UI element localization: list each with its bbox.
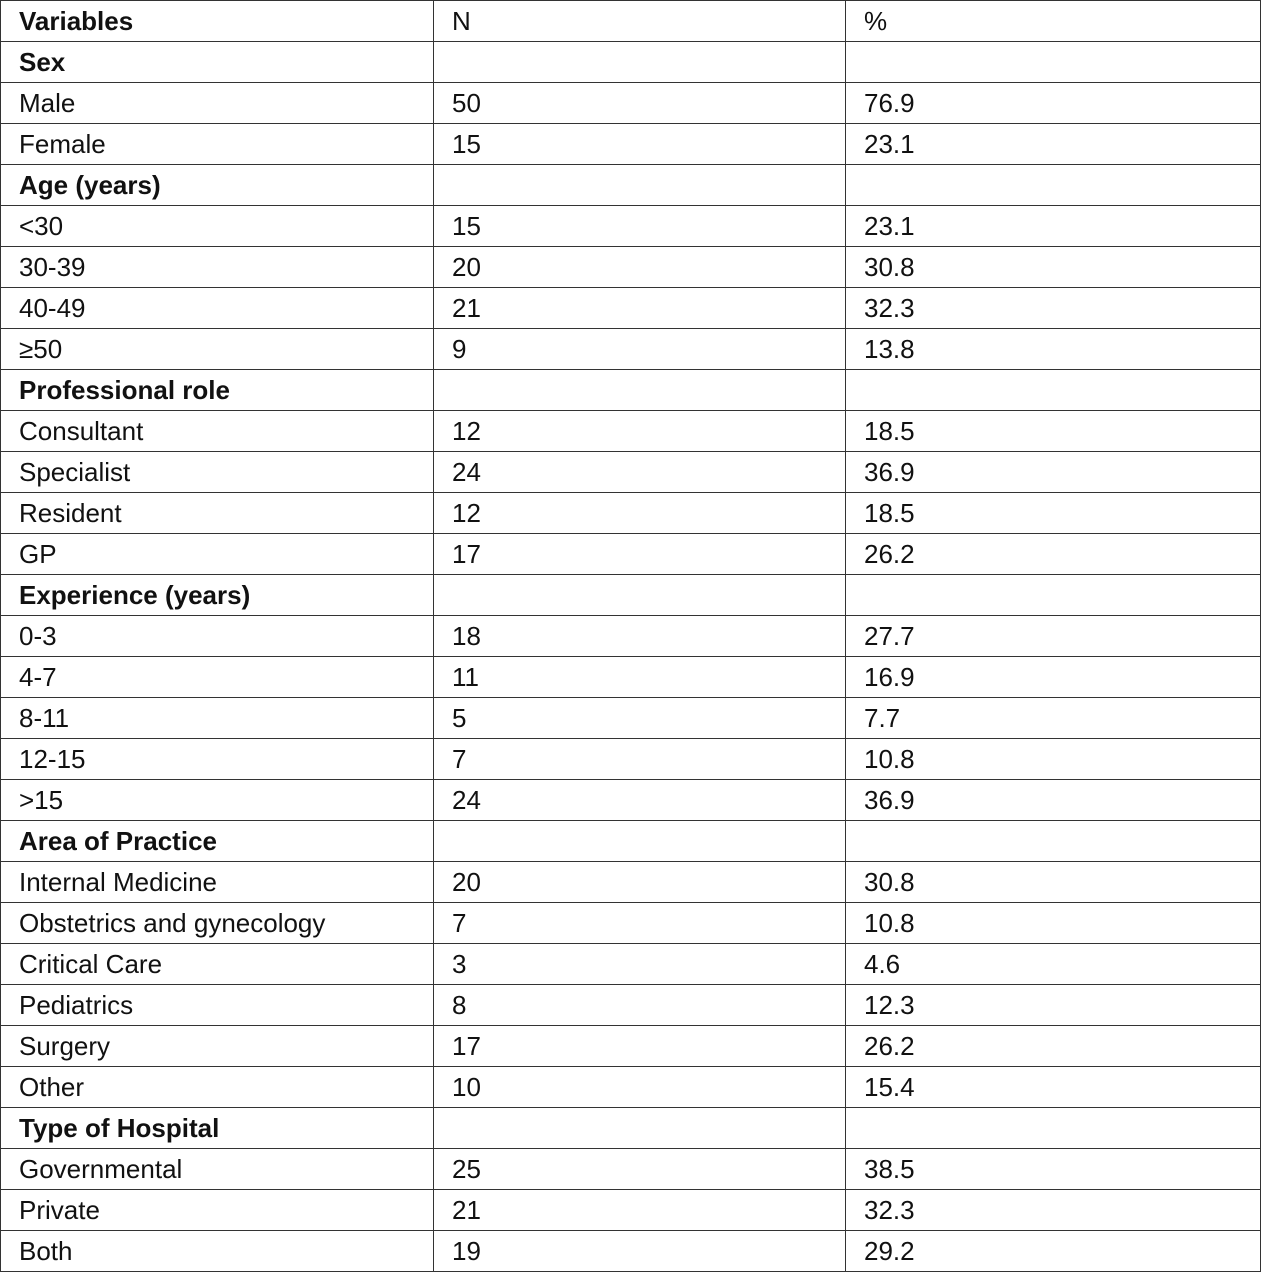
table-row bbox=[1, 452, 1261, 493]
cell-percent: 15.4 bbox=[846, 1067, 1261, 1108]
row-label: 4-7 bbox=[1, 657, 434, 698]
row-label: Private bbox=[1, 1190, 434, 1231]
cell-percent: 32.3 bbox=[846, 288, 1261, 329]
cell-percent bbox=[846, 165, 1261, 206]
section-label: Professional role bbox=[1, 370, 434, 411]
cell-percent: 38.5 bbox=[846, 1149, 1261, 1190]
cell-n: 18 bbox=[434, 616, 846, 657]
table-body bbox=[1, 42, 1261, 1272]
table-row bbox=[1, 1190, 1261, 1231]
row-label: <30 bbox=[1, 206, 434, 247]
cell-percent: 30.8 bbox=[846, 862, 1261, 903]
table-row bbox=[1, 862, 1261, 903]
table-row bbox=[1, 247, 1261, 288]
cell-percent: 29.2 bbox=[846, 1231, 1261, 1272]
cell-n bbox=[434, 370, 846, 411]
cell-percent: 76.9 bbox=[846, 83, 1261, 124]
table-row bbox=[1, 329, 1261, 370]
section-label: Type of Hospital bbox=[1, 1108, 434, 1149]
cell-percent: 12.3 bbox=[846, 985, 1261, 1026]
row-label: 30-39 bbox=[1, 247, 434, 288]
row-label: Obstetrics and gynecology bbox=[1, 903, 434, 944]
cell-percent: 7.7 bbox=[846, 698, 1261, 739]
cell-percent bbox=[846, 1108, 1261, 1149]
header-n: N bbox=[434, 1, 846, 42]
table-row bbox=[1, 739, 1261, 780]
row-label: 8-11 bbox=[1, 698, 434, 739]
cell-percent: 13.8 bbox=[846, 329, 1261, 370]
cell-n bbox=[434, 165, 846, 206]
section-row bbox=[1, 575, 1261, 616]
cell-percent bbox=[846, 821, 1261, 862]
cell-percent: 10.8 bbox=[846, 739, 1261, 780]
cell-n: 17 bbox=[434, 1026, 846, 1067]
table-row bbox=[1, 83, 1261, 124]
cell-n: 24 bbox=[434, 452, 846, 493]
row-label: 0-3 bbox=[1, 616, 434, 657]
cell-percent: 36.9 bbox=[846, 780, 1261, 821]
cell-n: 8 bbox=[434, 985, 846, 1026]
row-label: Both bbox=[1, 1231, 434, 1272]
row-label: Male bbox=[1, 83, 434, 124]
row-label: Female bbox=[1, 124, 434, 165]
section-label: Experience (years) bbox=[1, 575, 434, 616]
table-header-row bbox=[1, 1, 1261, 42]
row-label: Specialist bbox=[1, 452, 434, 493]
table-row bbox=[1, 124, 1261, 165]
section-row bbox=[1, 42, 1261, 83]
table-row bbox=[1, 411, 1261, 452]
cell-n: 17 bbox=[434, 534, 846, 575]
section-label: Area of Practice bbox=[1, 821, 434, 862]
row-label: 40-49 bbox=[1, 288, 434, 329]
cell-percent: 23.1 bbox=[846, 124, 1261, 165]
cell-n: 3 bbox=[434, 944, 846, 985]
cell-n bbox=[434, 821, 846, 862]
cell-n: 15 bbox=[434, 206, 846, 247]
cell-n bbox=[434, 42, 846, 83]
section-row bbox=[1, 821, 1261, 862]
table-row bbox=[1, 657, 1261, 698]
cell-n: 25 bbox=[434, 1149, 846, 1190]
row-label: Consultant bbox=[1, 411, 434, 452]
table-row bbox=[1, 616, 1261, 657]
section-row bbox=[1, 165, 1261, 206]
table-row bbox=[1, 1067, 1261, 1108]
row-label: Critical Care bbox=[1, 944, 434, 985]
cell-percent: 4.6 bbox=[846, 944, 1261, 985]
cell-n: 21 bbox=[434, 1190, 846, 1231]
cell-percent: 18.5 bbox=[846, 493, 1261, 534]
cell-percent bbox=[846, 42, 1261, 83]
cell-n: 19 bbox=[434, 1231, 846, 1272]
row-label: Resident bbox=[1, 493, 434, 534]
cell-n: 7 bbox=[434, 903, 846, 944]
cell-n: 10 bbox=[434, 1067, 846, 1108]
cell-n: 20 bbox=[434, 247, 846, 288]
cell-percent: 36.9 bbox=[846, 452, 1261, 493]
cell-percent bbox=[846, 575, 1261, 616]
cell-percent: 16.9 bbox=[846, 657, 1261, 698]
table-row bbox=[1, 903, 1261, 944]
table-row bbox=[1, 1231, 1261, 1272]
cell-percent: 23.1 bbox=[846, 206, 1261, 247]
cell-percent: 30.8 bbox=[846, 247, 1261, 288]
table-row bbox=[1, 780, 1261, 821]
cell-n: 7 bbox=[434, 739, 846, 780]
table-row bbox=[1, 534, 1261, 575]
cell-n: 12 bbox=[434, 493, 846, 534]
cell-n: 24 bbox=[434, 780, 846, 821]
header-variables: Variables bbox=[1, 1, 434, 42]
section-row bbox=[1, 1108, 1261, 1149]
section-label: Age (years) bbox=[1, 165, 434, 206]
cell-percent: 32.3 bbox=[846, 1190, 1261, 1231]
cell-n: 15 bbox=[434, 124, 846, 165]
cell-n: 50 bbox=[434, 83, 846, 124]
cell-percent: 26.2 bbox=[846, 1026, 1261, 1067]
cell-n: 12 bbox=[434, 411, 846, 452]
cell-percent bbox=[846, 370, 1261, 411]
table-row bbox=[1, 1026, 1261, 1067]
row-label: Surgery bbox=[1, 1026, 434, 1067]
row-label: ≥50 bbox=[1, 329, 434, 370]
row-label: GP bbox=[1, 534, 434, 575]
cell-percent: 27.7 bbox=[846, 616, 1261, 657]
table-row bbox=[1, 698, 1261, 739]
row-label: >15 bbox=[1, 780, 434, 821]
header-percent: % bbox=[846, 1, 1261, 42]
table-row bbox=[1, 1149, 1261, 1190]
cell-percent: 26.2 bbox=[846, 534, 1261, 575]
table-row bbox=[1, 493, 1261, 534]
cell-n: 20 bbox=[434, 862, 846, 903]
cell-n bbox=[434, 1108, 846, 1149]
cell-n bbox=[434, 575, 846, 616]
row-label: Internal Medicine bbox=[1, 862, 434, 903]
cell-n: 21 bbox=[434, 288, 846, 329]
table-row bbox=[1, 288, 1261, 329]
cell-n: 11 bbox=[434, 657, 846, 698]
table-row bbox=[1, 206, 1261, 247]
table-row bbox=[1, 944, 1261, 985]
cell-percent: 10.8 bbox=[846, 903, 1261, 944]
row-label: Governmental bbox=[1, 1149, 434, 1190]
section-row bbox=[1, 370, 1261, 411]
section-label: Sex bbox=[1, 42, 434, 83]
table-row bbox=[1, 985, 1261, 1026]
cell-n: 5 bbox=[434, 698, 846, 739]
cell-n: 9 bbox=[434, 329, 846, 370]
row-label: Other bbox=[1, 1067, 434, 1108]
cell-percent: 18.5 bbox=[846, 411, 1261, 452]
row-label: 12-15 bbox=[1, 739, 434, 780]
row-label: Pediatrics bbox=[1, 985, 434, 1026]
